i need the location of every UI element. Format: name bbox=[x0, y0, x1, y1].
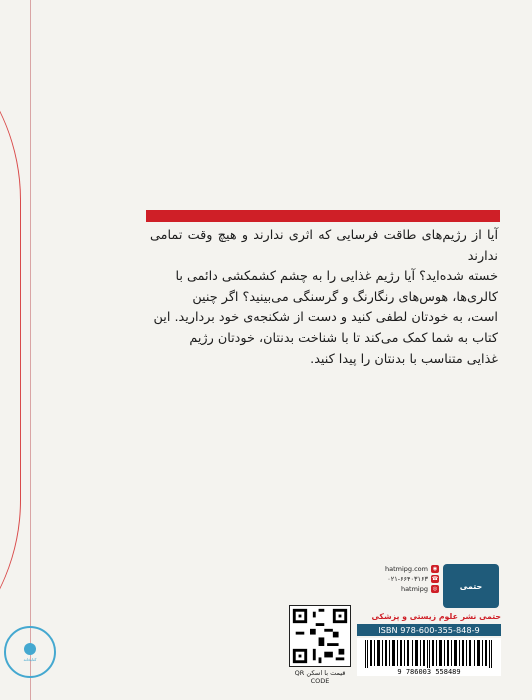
blurb-line: است، به خودتان لطفی کنید و دست از شکنجه‌ی خود بردارید. این bbox=[153, 310, 498, 326]
publisher-info bbox=[357, 564, 501, 674]
website-text: hatmipg.com bbox=[385, 565, 428, 573]
phone-text: ۰۲۱-۶۶۴۰۳۱۶۳ bbox=[387, 575, 428, 583]
qr-caption: قیمت با اسکن QR CODE bbox=[294, 669, 346, 685]
blurb-line: خسته شده‌اید؟ آیا رژیم غذایی را به چشم کشمکشی دائمی با bbox=[175, 269, 498, 285]
publisher-name: حتمی نشر علوم زیستی و پزشکی bbox=[371, 612, 501, 621]
red-title-bar bbox=[146, 210, 500, 222]
phone-row[interactable] bbox=[357, 574, 439, 584]
back-cover-blurb bbox=[150, 226, 498, 370]
blurb-line: کتاب به شما کمک می‌کند تا با شناخت بدنتان، خودتان رژیم bbox=[189, 330, 498, 346]
barcode-digits: 9 786003 558489 bbox=[397, 668, 461, 676]
qr-code[interactable] bbox=[289, 605, 351, 667]
stamp-text: کتابخانه bbox=[23, 656, 37, 662]
website-row[interactable] bbox=[357, 564, 439, 574]
instagram-icon: ◎ bbox=[432, 586, 438, 592]
decorative-red-arc bbox=[0, 0, 21, 700]
isbn-label: ISBN 978-600-355-848-9 bbox=[357, 624, 501, 636]
publisher-logo bbox=[443, 564, 499, 608]
publisher-contacts bbox=[357, 564, 439, 594]
phone-icon: ☎ bbox=[431, 576, 439, 582]
isbn-barcode bbox=[357, 638, 501, 676]
stamp-emblem-icon bbox=[24, 643, 36, 655]
globe-icon: ◉ bbox=[432, 566, 438, 572]
publisher-logo-text: حتمی bbox=[459, 581, 483, 591]
barcode-graphic bbox=[357, 638, 501, 676]
blurb-line: آیا از رژیم‌های طاقت فرسایی که اثری ندارند و هیچ وقت تمامی ندارند bbox=[150, 228, 498, 264]
instagram-text: hatmipg bbox=[400, 585, 428, 593]
library-stamp bbox=[4, 626, 56, 678]
publisher-info-block bbox=[285, 560, 501, 684]
blurb-line: غذایی متناسب با بدنتان را پیدا کنید. bbox=[310, 351, 498, 367]
instagram-row[interactable] bbox=[357, 584, 439, 594]
spine-line bbox=[30, 0, 31, 700]
blurb-line: کالری‌ها، هوس‌های رنگارنگ و گرسنگی می‌بینید؟ اگر چنین bbox=[192, 289, 498, 305]
